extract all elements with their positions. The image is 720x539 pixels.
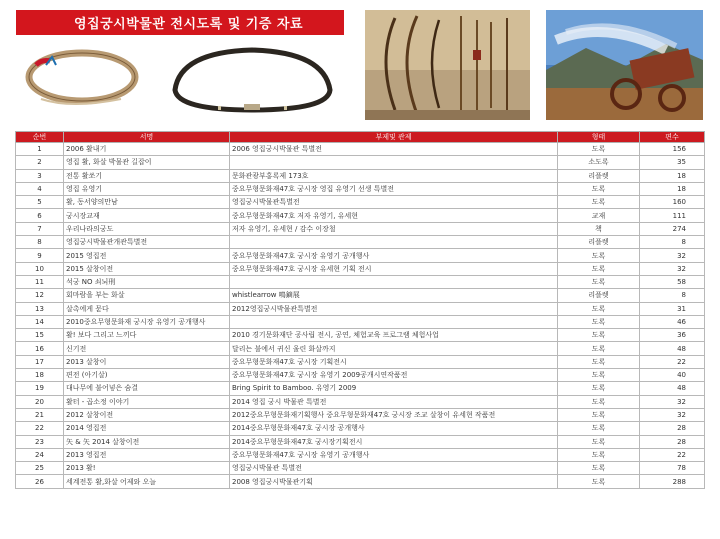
row-number: 25: [16, 462, 64, 475]
row-subtitle: [230, 315, 558, 328]
row-number: 10: [16, 262, 64, 275]
row-title: 2015 영집전: [64, 249, 230, 262]
row-format: 도록: [558, 422, 640, 435]
row-subtitle: 중요무형문화재47호 궁시장 유영기 2009공개시연작품전: [230, 369, 558, 382]
row-format: 책: [558, 222, 640, 235]
table-row: [16, 143, 705, 156]
table-row: [16, 182, 705, 195]
row-number: 26: [16, 475, 64, 488]
row-format: 교재: [558, 209, 640, 222]
row-number: 16: [16, 342, 64, 355]
table-row: [16, 329, 705, 342]
row-format: 도록: [558, 342, 640, 355]
row-number: 14: [16, 315, 64, 328]
row-title: 활터 - 곱소정 이야기: [64, 395, 230, 408]
row-subtitle: whistlearrow 鳴鏑展: [230, 289, 558, 302]
row-count: 58: [640, 275, 705, 288]
bow-band-photo: [160, 38, 345, 118]
row-number: 24: [16, 448, 64, 461]
row-number: 5: [16, 196, 64, 209]
row-subtitle: 중요무형문화재47호 저자 유영기, 유세현: [230, 209, 558, 222]
row-count: 8: [640, 236, 705, 249]
row-number: 4: [16, 182, 64, 195]
row-title: 2014 영집전: [64, 422, 230, 435]
fire-cart-photo: [546, 10, 703, 120]
table-row: [16, 236, 705, 249]
row-subtitle: 중요무형문화재47호 궁시장 유영기 공개행사: [230, 448, 558, 461]
row-count: 48: [640, 382, 705, 395]
row-subtitle: [230, 156, 558, 169]
row-count: 32: [640, 249, 705, 262]
table-row: [16, 262, 705, 275]
row-count: 48: [640, 342, 705, 355]
row-subtitle: 중요무형문화재47호 궁시장 영집 유영기 선생 특별전: [230, 182, 558, 195]
row-number: 7: [16, 222, 64, 235]
row-number: 3: [16, 169, 64, 182]
row-format: 리플렛: [558, 169, 640, 182]
row-count: 46: [640, 315, 705, 328]
row-format: 도록: [558, 435, 640, 448]
table-row: [16, 382, 705, 395]
row-format: 소도록: [558, 156, 640, 169]
row-title: 2012 살창이전: [64, 408, 230, 421]
table-row: [16, 448, 705, 461]
row-subtitle: [230, 236, 558, 249]
row-number: 11: [16, 275, 64, 288]
table-row: [16, 435, 705, 448]
row-subtitle: 달리는 불에서 귀신 울린 화살까지: [230, 342, 558, 355]
row-number: 2: [16, 156, 64, 169]
row-number: 8: [16, 236, 64, 249]
table-row: [16, 408, 705, 421]
column-header-subtitle: 부제및 관제: [230, 132, 558, 143]
row-number: 6: [16, 209, 64, 222]
table-header-row: [16, 132, 705, 143]
catalog-table: [15, 131, 705, 489]
table-row: [16, 462, 705, 475]
row-format: 도록: [558, 369, 640, 382]
row-count: 32: [640, 408, 705, 421]
row-count: 28: [640, 422, 705, 435]
table-row: [16, 222, 705, 235]
row-format: 도록: [558, 262, 640, 275]
row-count: 274: [640, 222, 705, 235]
row-title: 영집 활, 화살 박물관 길잡이: [64, 156, 230, 169]
row-format: 도록: [558, 355, 640, 368]
row-subtitle: 2010 경기문화재단 공사립 전시, 공연, 체험교육 프로그램 체험사업: [230, 329, 558, 342]
row-title: 회마람을 부는 화살: [64, 289, 230, 302]
bow-display-photo: [365, 10, 530, 120]
row-title: 2010중요무형문화재 궁시장 유영기 공개행사: [64, 315, 230, 328]
row-subtitle: 저자 유영기, 유세현 / 감수 이장철: [230, 222, 558, 235]
row-subtitle: 2014중요무형문화재47호 궁시장 공개행사: [230, 422, 558, 435]
row-count: 8: [640, 289, 705, 302]
bow-ring-photo: [16, 37, 156, 117]
row-count: 35: [640, 156, 705, 169]
row-count: 111: [640, 209, 705, 222]
row-subtitle: 2008 영집궁시박물관기획: [230, 475, 558, 488]
row-subtitle: [230, 275, 558, 288]
row-format: 도록: [558, 382, 640, 395]
row-count: 36: [640, 329, 705, 342]
row-title: 편전 (아기살): [64, 369, 230, 382]
column-header-count: 편수: [640, 132, 705, 143]
row-subtitle: Bring Spirit to Bamboo. 유영기 2009: [230, 382, 558, 395]
row-number: 13: [16, 302, 64, 315]
table-row: [16, 249, 705, 262]
row-subtitle: 문화관광부홍록제 173호: [230, 169, 558, 182]
row-count: 22: [640, 355, 705, 368]
row-format: 도록: [558, 249, 640, 262]
row-format: 도록: [558, 315, 640, 328]
row-format: 도록: [558, 448, 640, 461]
row-count: 288: [640, 475, 705, 488]
row-number: 21: [16, 408, 64, 421]
table-row: [16, 395, 705, 408]
table-row: [16, 355, 705, 368]
row-format: 도록: [558, 182, 640, 195]
table-row: [16, 422, 705, 435]
table-row: [16, 369, 705, 382]
row-title: 세계전통 활,화살 어제와 오늘: [64, 475, 230, 488]
row-format: 도록: [558, 462, 640, 475]
row-number: 18: [16, 369, 64, 382]
table-row: [16, 302, 705, 315]
row-title: 살촉에게 묻다: [64, 302, 230, 315]
row-title: 2015 살창이전: [64, 262, 230, 275]
row-format: 도록: [558, 275, 640, 288]
row-format: 리플렛: [558, 236, 640, 249]
table-row: [16, 475, 705, 488]
table-row: [16, 315, 705, 328]
row-title: 대나무에 불어넣은 숨결: [64, 382, 230, 395]
table-row: [16, 275, 705, 288]
column-header-number: 순번: [16, 132, 64, 143]
row-count: 18: [640, 169, 705, 182]
table-row: [16, 196, 705, 209]
row-title: 석궁 NO 쇠뇌刑: [64, 275, 230, 288]
row-number: 19: [16, 382, 64, 395]
row-count: 32: [640, 395, 705, 408]
row-subtitle: 2012영집궁시박물관특별전: [230, 302, 558, 315]
row-subtitle: 2014 영집 궁시 박물관 특별전: [230, 395, 558, 408]
row-title: 우리나라의궁도: [64, 222, 230, 235]
row-count: 31: [640, 302, 705, 315]
row-title: 신기전: [64, 342, 230, 355]
row-title: 활, 동서양의만남: [64, 196, 230, 209]
row-number: 17: [16, 355, 64, 368]
row-subtitle: 중요무형문화재47호 궁시장 유영기 공개행사: [230, 249, 558, 262]
row-count: 32: [640, 262, 705, 275]
row-title: 전통 활쏘기: [64, 169, 230, 182]
row-title: 궁시장교재: [64, 209, 230, 222]
row-count: 156: [640, 143, 705, 156]
row-format: 도록: [558, 302, 640, 315]
row-title: 영집 유영기: [64, 182, 230, 195]
row-subtitle: 2014중요무형문화재47호 궁시장기획전시: [230, 435, 558, 448]
row-format: 도록: [558, 329, 640, 342]
row-count: 160: [640, 196, 705, 209]
row-number: 1: [16, 143, 64, 156]
row-count: 28: [640, 435, 705, 448]
row-number: 15: [16, 329, 64, 342]
row-number: 22: [16, 422, 64, 435]
row-count: 22: [640, 448, 705, 461]
row-subtitle: 영집궁시박물관 특별전: [230, 462, 558, 475]
row-count: 18: [640, 182, 705, 195]
table-row: [16, 209, 705, 222]
row-format: 도록: [558, 475, 640, 488]
row-count: 78: [640, 462, 705, 475]
column-header-format: 형태: [558, 132, 640, 143]
row-subtitle: 중요무형문화재47호 궁시장 유세현 기획 전시: [230, 262, 558, 275]
table-row: [16, 169, 705, 182]
row-subtitle: 2012중요무형문화재기획행사 중요무형문화재47호 궁시장 조교 살창이 유세현 작품전: [230, 408, 558, 421]
row-number: 9: [16, 249, 64, 262]
row-count: 40: [640, 369, 705, 382]
row-subtitle: 중요무형문화재47호 궁시장 기획전시: [230, 355, 558, 368]
row-title: 2013 살창이: [64, 355, 230, 368]
row-title: 영집궁시박물관개관특별전: [64, 236, 230, 249]
row-number: 20: [16, 395, 64, 408]
row-title: 矢 & 矢 2014 살창이전: [64, 435, 230, 448]
row-format: 도록: [558, 143, 640, 156]
row-number: 12: [16, 289, 64, 302]
row-format: 도록: [558, 395, 640, 408]
row-format: 도록: [558, 196, 640, 209]
row-format: 리플렛: [558, 289, 640, 302]
table-row: [16, 289, 705, 302]
row-subtitle: 2006 영집궁시박물관 특별전: [230, 143, 558, 156]
row-title: 2013 영집전: [64, 448, 230, 461]
row-title: 2006 활내기: [64, 143, 230, 156]
row-subtitle: 영집궁시박물관특별전: [230, 196, 558, 209]
row-title: 2013 활!: [64, 462, 230, 475]
page-title: 영집궁시박물관 전시도록 및 기증 자료: [16, 10, 344, 35]
table-row: [16, 156, 705, 169]
row-number: 23: [16, 435, 64, 448]
table-row: [16, 342, 705, 355]
row-title: 활! 보다 그리고 느끼다: [64, 329, 230, 342]
column-header-title: 서명: [64, 132, 230, 143]
row-format: 도록: [558, 408, 640, 421]
